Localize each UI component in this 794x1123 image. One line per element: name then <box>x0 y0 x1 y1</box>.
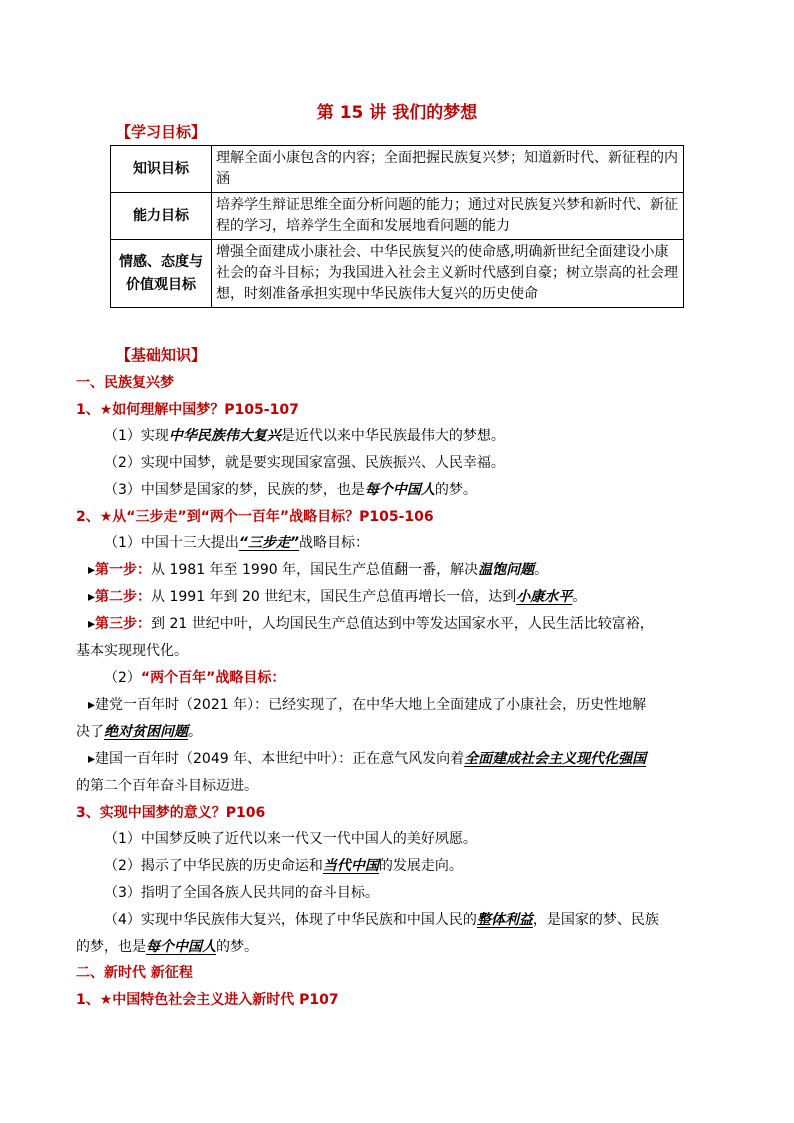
basics-heading: 【基础知识】 <box>116 346 207 364</box>
goal-key: 知识目标 <box>111 146 212 193</box>
step-item: ▸第三步：到 21 世纪中叶，人均国民生产总值达到中等发达国家水平，人民生活比较富裕， <box>88 616 654 632</box>
goals-table <box>110 145 684 308</box>
paragraph: （1）中国梦反映了近代以来一代又一代中国人的美好夙愿。 <box>104 831 477 847</box>
question-title: 2、★从“三步走”到“两个一百年”战略目标？P105-106 <box>76 509 434 525</box>
paragraph: （2）实现中国梦，就是要实现国家富强、民族振兴、人民幸福。 <box>104 455 505 471</box>
goal-key: 情感、态度与 价值观目标 <box>111 240 212 308</box>
section-title: 一、民族复兴梦 <box>76 375 174 391</box>
page-title: 第 15 讲 我们的梦想 <box>316 103 478 123</box>
goal-key: 能力目标 <box>111 193 212 240</box>
goals-heading: 【学习目标】 <box>116 123 207 141</box>
paragraph: （3）中国梦是国家的梦，民族的梦，也是每个中国人的梦。 <box>104 482 477 498</box>
question-title: 1、★中国特色社会主义进入新时代 P107 <box>76 992 339 1008</box>
step-item: ▸第一步：从 1981 年至 1990 年，国民生产总值翻一番，解决温饱问题。 <box>88 562 549 578</box>
question-title: 3、实现中国梦的意义？P106 <box>76 805 266 821</box>
paragraph: （2）“两个百年”战略目标： <box>104 670 286 686</box>
section-title: 二、新时代 新征程 <box>76 965 193 981</box>
table-row <box>111 240 684 308</box>
paragraph: 的第二个百年奋斗目标迈进。 <box>76 778 258 794</box>
table-row <box>111 146 684 193</box>
paragraph: （2）揭示了中华民族的历史命运和当代中国的发展走向。 <box>104 858 463 874</box>
paragraph: ▸建党一百年时（2021 年）：已经实现了，在中华大地上全面建成了小康社会，历史性地解 <box>88 697 647 713</box>
paragraph: 基本实现现代化。 <box>76 643 188 659</box>
goal-text: 理解全面小康包含的内容；全面把握民族复兴梦；知道新时代、新征程的内涵 <box>212 146 684 193</box>
table-row <box>111 193 684 240</box>
goal-text: 培养学生辩证思维全面分析问题的能力；通过对民族复兴梦和新时代、新征程的学习，培养学生全面和发展地看问题的能力 <box>212 193 684 240</box>
paragraph: ▸建国一百年时（2049 年、本世纪中叶）：正在意气风发向着全面建成社会主义现代化强国 <box>88 751 647 767</box>
paragraph: （1）中国十三大提出“三步走”战略目标： <box>104 535 369 551</box>
step-item: ▸第二步：从 1991 年到 20 世纪末，国民生产总值再增长一倍，达到小康水平。 <box>88 589 587 605</box>
paragraph: 决了绝对贫困问题。 <box>76 724 202 740</box>
question-title: 1、★如何理解中国梦？P105-107 <box>76 402 299 418</box>
paragraph: （4）实现中华民族伟大复兴，体现了中华民族和中国人民的整体利益，是国家的梦、民族 <box>104 912 659 928</box>
paragraph: 的梦，也是每个中国人的梦。 <box>76 939 258 955</box>
goal-text: 增强全面建成小康社会、中华民族复兴的使命感,明确新世纪全面建设小康社会的奋斗目标；为我国进入社会主义新时代感到自豪；树立崇高的社会理想，时刻准备承担实现中华民族伟大复兴的历史使命 <box>212 240 684 308</box>
paragraph: （3）指明了全国各族人民共同的奋斗目标。 <box>104 885 379 901</box>
paragraph: （1）实现中华民族伟大复兴是近代以来中华民族最伟大的梦想。 <box>104 428 505 444</box>
